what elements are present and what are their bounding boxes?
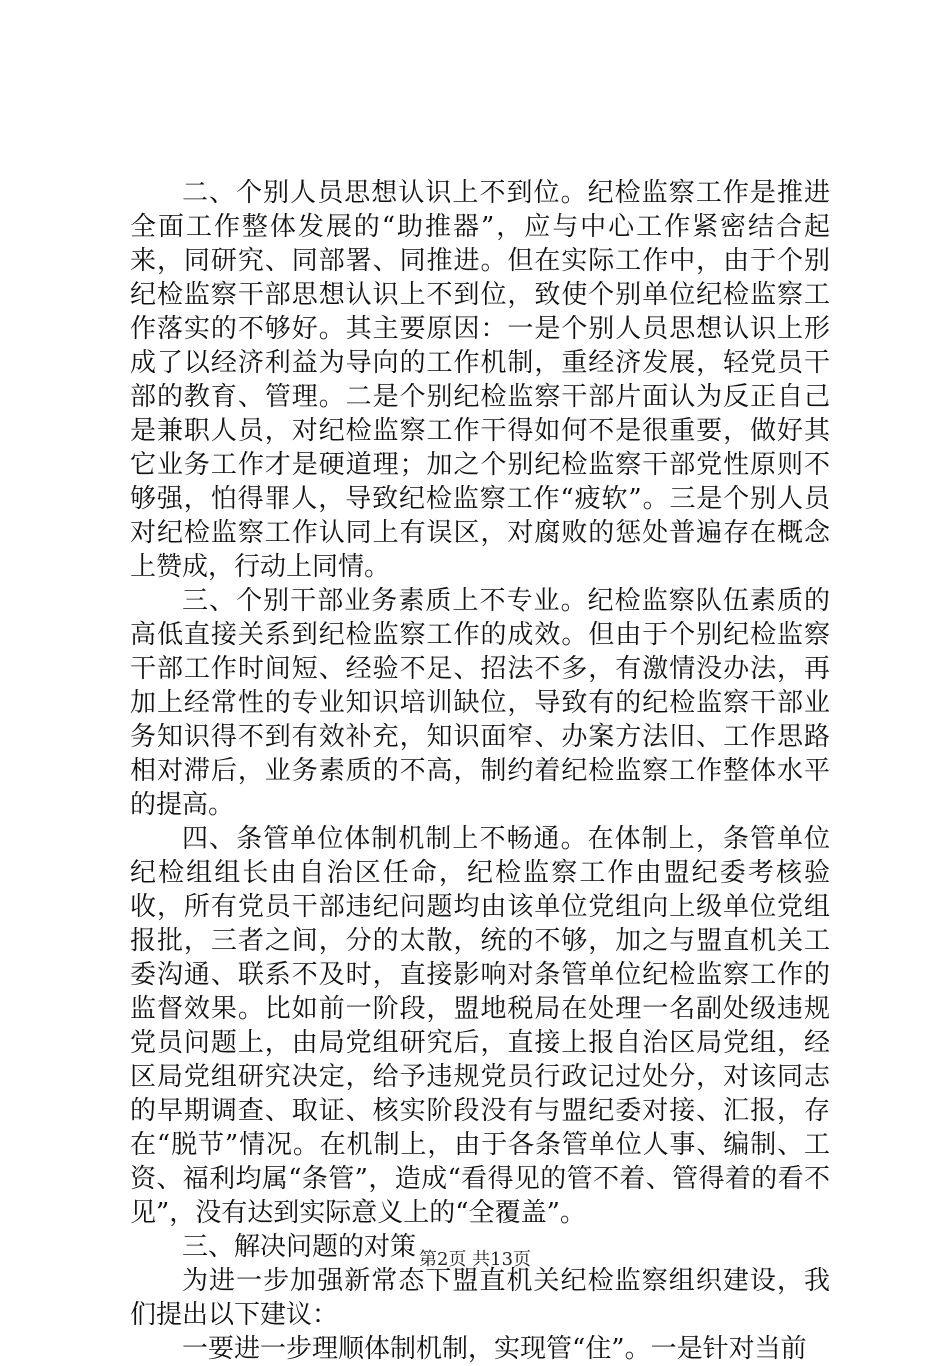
page-footer bbox=[0, 1248, 950, 1272]
page-number-label: 第2页 共13页 bbox=[418, 1249, 532, 1270]
paragraph-professional-quality: 三、个别干部业务素质上不专业。纪检监察队伍素质的高低直接关系到纪检监察工作的成效。但由于个别纪检监察干部工作时间短、经验不足、招法不多，有激情没办法，再加上经常性的专业知识培训缺位，导致有的纪检监察干部业务知识得不到有效补充，知识面窄、办案方法旧、工作思路相对滞后，业务素质的不高，制约着纪检监察工作整体水平的提高。 bbox=[130, 586, 830, 820]
paragraph-first-proposal: 一要进一步理顺体制机制，实现管“住”。一是针对当前 bbox=[182, 1334, 807, 1364]
document-body bbox=[130, 176, 830, 1366]
paragraph-proposal-intro: 为进一步加强新常态下盟直机关纪检监察组织建设，我们提出以下建议： bbox=[130, 1266, 830, 1330]
paragraph-institutional-mechanism: 四、条管单位体制机制上不畅通。在体制上，条管单位纪检组组长由自治区任命，纪检监察工作由盟纪委考核验收，所有党员干部违纪问题均由该单位党组向上级单位党组报批，三者之间，分的太散，统的不够，加之与盟直机关工委沟通、联系不及时，直接影响对条管单位纪检监察工作的监督效果。比如前一阶段，盟地税局在处理一名副处级违规党员问题上，由局党组研究后，直接上报自治区局党组，经区局党组研究决定，给予违规党员行政记过处分，对该同志的早期调查、取证、核实阶段没有与盟纪委对接、汇报，存在“脱节”情况。在机制上，由于各条管单位人事、编制、工资、福利均属“条管”，造成“看得见的管不着、管得着的看不见”，没有达到实际意义上的“全覆盖”。 bbox=[130, 824, 830, 1228]
section-heading-countermeasures: 三、解决问题的对策 bbox=[182, 1232, 417, 1262]
paragraph-ideology: 二、个别人员思想认识上不到位。纪检监察工作是推进全面工作整体发展的“助推器”，应与中心工作紧密结合起来，同研究、同部署、同推进。但在实际工作中，由于个别纪检监察干部思想认识上不到位，致使个别单位纪检监察工作落实的不够好。其主要原因：一是个别人员思想认识上形成了以经济利益为导向的工作机制，重经济发展，轻党员干部的教育、管理。二是个别纪检监察干部片面认为反正自己是兼职人员，对纪检监察工作干得如何不是很重要，做好其它业务工作才是硬道理；加之个别纪检监察干部党性原则不够强，怕得罪人，导致纪检监察工作“疲软”。三是个别人员对纪检监察工作认同上有误区，对腐败的惩处普遍存在概念上赞成，行动上同情。 bbox=[130, 178, 830, 582]
